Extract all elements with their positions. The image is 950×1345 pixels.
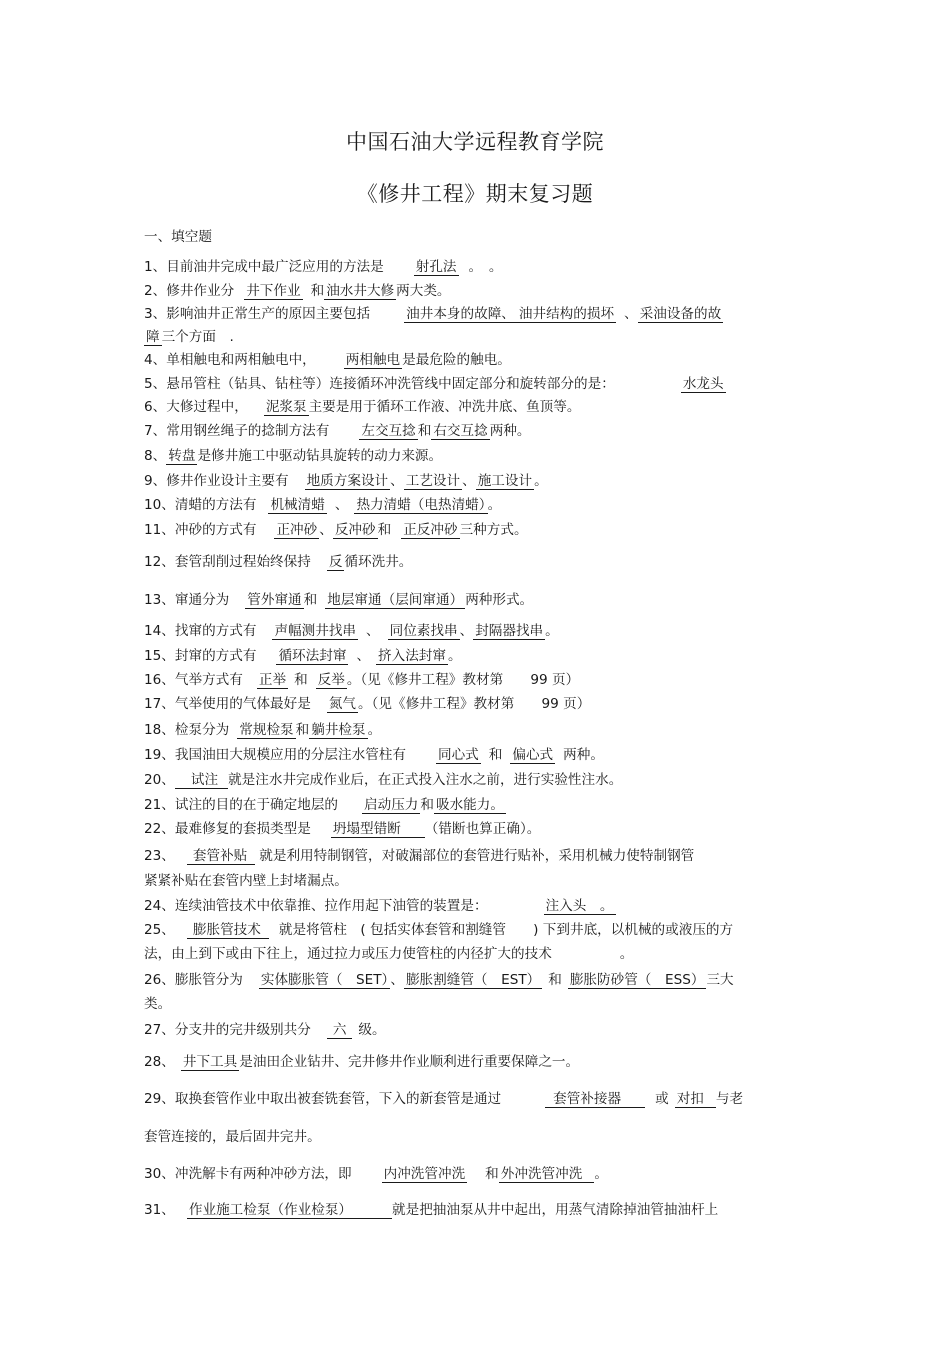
answer-blank: 井下作业 bbox=[246, 283, 301, 299]
question-text: 12、套管刮削过程始终保持 bbox=[144, 554, 311, 570]
question-22 bbox=[144, 819, 814, 839]
question-text: 是修井施工中驱动钻具旋转的动力来源。 bbox=[197, 448, 443, 464]
answer-blank: 正举 bbox=[258, 672, 287, 688]
question-11 bbox=[144, 520, 814, 540]
answer-blank: 膨胀割缝管（ EST） bbox=[405, 972, 541, 988]
question-9 bbox=[144, 471, 814, 491]
answer-blank: 地层窜通（层间窜通） bbox=[327, 592, 464, 608]
answer-blank: 循环法封窜 bbox=[278, 648, 347, 664]
question-text: 13、窜通分为 bbox=[144, 592, 230, 608]
question-16 bbox=[144, 670, 814, 690]
question-text: 和 bbox=[420, 797, 434, 813]
question-13 bbox=[144, 590, 814, 610]
question-text: 、 bbox=[356, 648, 371, 664]
question-text: 就是利用特制钢管，对破漏部位的套管进行贴补，采用机械力使特制钢管 bbox=[259, 848, 695, 864]
answer-blank: 作业施工检泵（作业检泵） bbox=[187, 1202, 392, 1219]
question-text: 、 bbox=[319, 522, 333, 538]
question-10 bbox=[144, 495, 814, 515]
question-29-cont: 套管连接的，最后固井完井。 bbox=[144, 1129, 321, 1145]
answer-blank: 障 bbox=[146, 329, 160, 345]
question-text: 8、 bbox=[144, 448, 167, 464]
question-25 bbox=[144, 920, 814, 940]
question-18 bbox=[144, 720, 814, 740]
question-text: 和 bbox=[303, 592, 318, 608]
answer-blank: 地质方案设计 bbox=[306, 473, 389, 489]
question-text: 16、气举方式有 bbox=[144, 672, 243, 688]
question-text: 、 bbox=[462, 473, 476, 489]
question-text: 和 bbox=[377, 522, 392, 538]
answer-blank: 实体膨胀管（ SET） bbox=[260, 972, 389, 988]
answer-blank: 套管补接器 bbox=[545, 1091, 645, 1108]
answer-blank: 反举 bbox=[317, 672, 345, 688]
question-text: （错断也算正确）。 bbox=[424, 821, 541, 837]
question-text: 循环洗井。 bbox=[344, 554, 413, 570]
question-text: 和 bbox=[417, 423, 432, 439]
answer-blank: 同位素找串 bbox=[389, 623, 458, 639]
question-8 bbox=[144, 446, 814, 466]
question-29 bbox=[144, 1089, 814, 1109]
answer-blank: 左交互捻 bbox=[361, 423, 416, 439]
question-text: 和 bbox=[294, 672, 308, 688]
question-text: 三个方面 . bbox=[161, 329, 234, 345]
question-text: 级。 bbox=[358, 1022, 386, 1038]
question-23 bbox=[144, 846, 814, 866]
question-text: 10、清蜡的方法有 bbox=[144, 497, 257, 513]
question-text: 主要是用于循环工作液、冲洗井底、鱼顶等。 bbox=[308, 399, 581, 415]
answer-blank: 封隔器找串 bbox=[475, 623, 544, 639]
question-text: 15、封窜的方式有 bbox=[144, 648, 257, 664]
question-text: 。 bbox=[594, 1166, 608, 1182]
answer-blank: 射孔法 bbox=[415, 259, 457, 275]
answer-blank: 内冲洗管冲洗 bbox=[383, 1166, 466, 1182]
question-text: 两种形式。 bbox=[465, 592, 534, 608]
answer-blank: 油水井大修 bbox=[326, 283, 395, 299]
question-28 bbox=[144, 1052, 814, 1072]
answer-blank: 油井本身的故障、 bbox=[406, 306, 515, 322]
answer-blank: 同心式 bbox=[437, 747, 479, 763]
answer-blank: 挤入法封窜 bbox=[378, 648, 446, 664]
answer-blank: 反冲砂 bbox=[334, 522, 376, 538]
question-text: 30、冲洗解卡有两种冲砂方法，即 bbox=[144, 1166, 352, 1182]
answer-blank: 正冲砂 bbox=[276, 522, 318, 538]
question-27 bbox=[144, 1020, 814, 1040]
question-2 bbox=[144, 281, 814, 301]
answer-blank: 启动压力 bbox=[364, 797, 419, 813]
question-text: 。（见《修井工程》教材第 99 页） bbox=[346, 672, 580, 688]
question-text: 。 。 bbox=[468, 259, 503, 275]
answer-blank: 躺井检泵 bbox=[311, 722, 366, 738]
question-text: 24、连续油管技术中依靠推、拉作用起下油管的装置是： bbox=[144, 898, 488, 914]
question-1 bbox=[144, 257, 814, 277]
answer-blank: 井下工具 bbox=[182, 1054, 238, 1070]
question-7 bbox=[144, 421, 814, 441]
question-23-cont: 紧紧补贴在套管内壁上封堵漏点。 bbox=[144, 873, 348, 889]
question-text: 17、气举使用的气体最好是 bbox=[144, 696, 311, 712]
question-30 bbox=[144, 1164, 814, 1184]
question-text: 就是注水井完成作业后，在正式投入注水之前，进行实验性注水。 bbox=[228, 772, 623, 788]
question-text: 和 bbox=[310, 283, 325, 299]
question-text: 是最危险的触电。 bbox=[402, 352, 511, 368]
question-24 bbox=[144, 896, 814, 916]
question-text: 三大 bbox=[706, 972, 734, 988]
question-text: 21、试注的目的在于确定地层的 bbox=[144, 797, 339, 813]
course-title: 《修井工程》期末复习题 bbox=[356, 182, 594, 206]
question-text: 23、 bbox=[144, 848, 175, 864]
question-15 bbox=[144, 646, 814, 666]
question-text: 。 bbox=[534, 473, 548, 489]
question-14 bbox=[144, 621, 814, 641]
question-26 bbox=[144, 970, 814, 990]
answer-blank: 采油设备的故 bbox=[639, 306, 722, 322]
question-text: 7、常用钢丝绳子的捻制方法有 bbox=[144, 423, 330, 439]
answer-blank: 氮气 bbox=[328, 696, 357, 712]
answer-blank: 水龙头 bbox=[682, 376, 724, 392]
question-text: 6、大修过程中， bbox=[144, 399, 248, 415]
question-text: 2、修井作业分 bbox=[144, 283, 235, 299]
question-text: 和 bbox=[488, 747, 503, 763]
question-text: 18、检泵分为 bbox=[144, 722, 230, 738]
question-text: 两种。 bbox=[563, 747, 604, 763]
question-text: 27、分支井的完井级别共分 bbox=[144, 1022, 311, 1038]
question-19 bbox=[144, 745, 814, 765]
question-text: 就是把抽油泵从井中起出，用蒸气清除掉油管抽油杆上 bbox=[392, 1202, 719, 1218]
answer-blank: 转盘 bbox=[168, 448, 196, 464]
question-5 bbox=[144, 374, 814, 394]
question-text: 两大类。 bbox=[396, 283, 451, 299]
question-text: 、 bbox=[459, 623, 474, 639]
answer-blank: 机械清蜡 bbox=[270, 497, 325, 513]
answer-blank: 管外窜通 bbox=[247, 592, 302, 608]
question-text: 、 bbox=[366, 623, 380, 639]
question-text: 28、 bbox=[144, 1054, 175, 1070]
answer-blank: 坍塌型错断 bbox=[331, 821, 425, 838]
question-text: 25、 bbox=[144, 922, 175, 938]
question-text: 19、我国油田大规模应用的分层注水管柱有 bbox=[144, 747, 406, 763]
question-3 bbox=[144, 304, 814, 324]
answer-blank: 对扣 bbox=[675, 1091, 716, 1108]
question-text: 14、找窜的方式有 bbox=[144, 623, 257, 639]
question-17 bbox=[144, 694, 814, 714]
answer-blank: 试注 bbox=[175, 772, 228, 789]
answer-blank: 泥浆泵 bbox=[265, 399, 307, 415]
question-text: 1、目前油井完成中最广泛应用的方法是 bbox=[144, 259, 384, 275]
answer-blank: 常规检泵 bbox=[239, 722, 294, 738]
section-heading: 一、填空题 bbox=[144, 229, 212, 245]
question-12 bbox=[144, 552, 814, 572]
school-title: 中国石油大学远程教育学院 bbox=[346, 130, 604, 154]
question-6 bbox=[144, 397, 814, 417]
answer-blank: 两相触电 bbox=[345, 352, 401, 368]
question-text: 三种方式。 bbox=[459, 522, 528, 538]
question-text: 。 bbox=[487, 497, 502, 513]
answer-blank: 反 bbox=[328, 554, 343, 570]
question-text: 31、 bbox=[144, 1202, 175, 1218]
question-text: 、 bbox=[390, 972, 404, 988]
question-text: 。（见《修井工程》教材第 99 页） bbox=[358, 696, 591, 712]
question-text: 就是将管柱 ( 包括实体套管和割缝管 ) 下到井底，以机械的或液压的方 bbox=[278, 922, 734, 938]
question-31 bbox=[144, 1200, 814, 1220]
question-text: 29、取换套管作业中取出被套铣套管，下入的新套管是通过 bbox=[144, 1091, 502, 1107]
answer-blank: 偏心式 bbox=[512, 747, 554, 763]
answer-blank: 热力清蜡（电热清蜡） bbox=[356, 497, 486, 513]
question-text: 。 bbox=[448, 648, 462, 664]
answer-blank: 工艺设计 bbox=[405, 473, 461, 489]
question-text: 和 bbox=[295, 722, 310, 738]
question-text: 22、最难修复的套损类型是 bbox=[144, 821, 311, 837]
question-3-cont bbox=[144, 327, 814, 347]
answer-blank: 膨胀防砂管（ ESS） bbox=[569, 972, 705, 988]
question-text: 、 bbox=[624, 306, 638, 322]
question-21 bbox=[144, 795, 814, 815]
answer-blank: 膨胀管技术 bbox=[187, 922, 269, 939]
answer-blank: 外冲洗管冲洗 bbox=[499, 1166, 595, 1183]
answer-blank: 右交互捻 bbox=[433, 423, 488, 439]
question-4 bbox=[144, 350, 814, 370]
question-20 bbox=[144, 770, 814, 790]
question-text: 20、 bbox=[144, 772, 175, 788]
question-text: 与老 bbox=[715, 1091, 744, 1107]
question-text: 3、影响油井正常生产的原因主要包括 bbox=[144, 306, 371, 322]
question-text: 。 bbox=[545, 623, 559, 639]
question-text: 、 bbox=[390, 473, 404, 489]
answer-blank: 六 bbox=[327, 1022, 353, 1039]
answer-blank: 施工设计 bbox=[477, 473, 533, 489]
answer-blank: 套管补贴 bbox=[187, 848, 255, 865]
question-text: 、 bbox=[334, 497, 349, 513]
answer-blank: 正反冲砂 bbox=[403, 522, 458, 538]
question-text: 4、单相触电和两相触电中， bbox=[144, 352, 316, 368]
question-text: 9、修井作业设计主要有 bbox=[144, 473, 289, 489]
answer-blank: 声幅测井找串 bbox=[274, 623, 357, 639]
question-26-cont: 类。 bbox=[144, 996, 172, 1012]
question-text: 或 bbox=[655, 1091, 669, 1107]
question-text: 26、膨胀管分为 bbox=[144, 972, 243, 988]
question-text: 5、悬吊管柱（钻具、钻柱等）连接循环冲洗管线中固定部分和旋转部分的是： bbox=[144, 376, 615, 392]
answer-blank: 吸水能力。 bbox=[435, 797, 504, 813]
question-text: 两种。 bbox=[489, 423, 531, 439]
question-text: 11、冲砂的方式有 bbox=[144, 522, 257, 538]
answer-blank: 注入头 。 bbox=[545, 898, 614, 914]
question-text: 和 bbox=[548, 972, 562, 988]
question-text: 。 bbox=[367, 722, 382, 738]
question-25-cont: 法，由上到下或由下往上，通过拉力或压力使管柱的内径扩大的技术 。 bbox=[144, 946, 634, 962]
answer-blank: 油井结构的损坏 bbox=[518, 306, 615, 322]
question-text: 是油田企业钻井、完井修井作业顺利进行重要保障之一。 bbox=[239, 1054, 580, 1070]
question-text: 和 bbox=[485, 1166, 499, 1182]
